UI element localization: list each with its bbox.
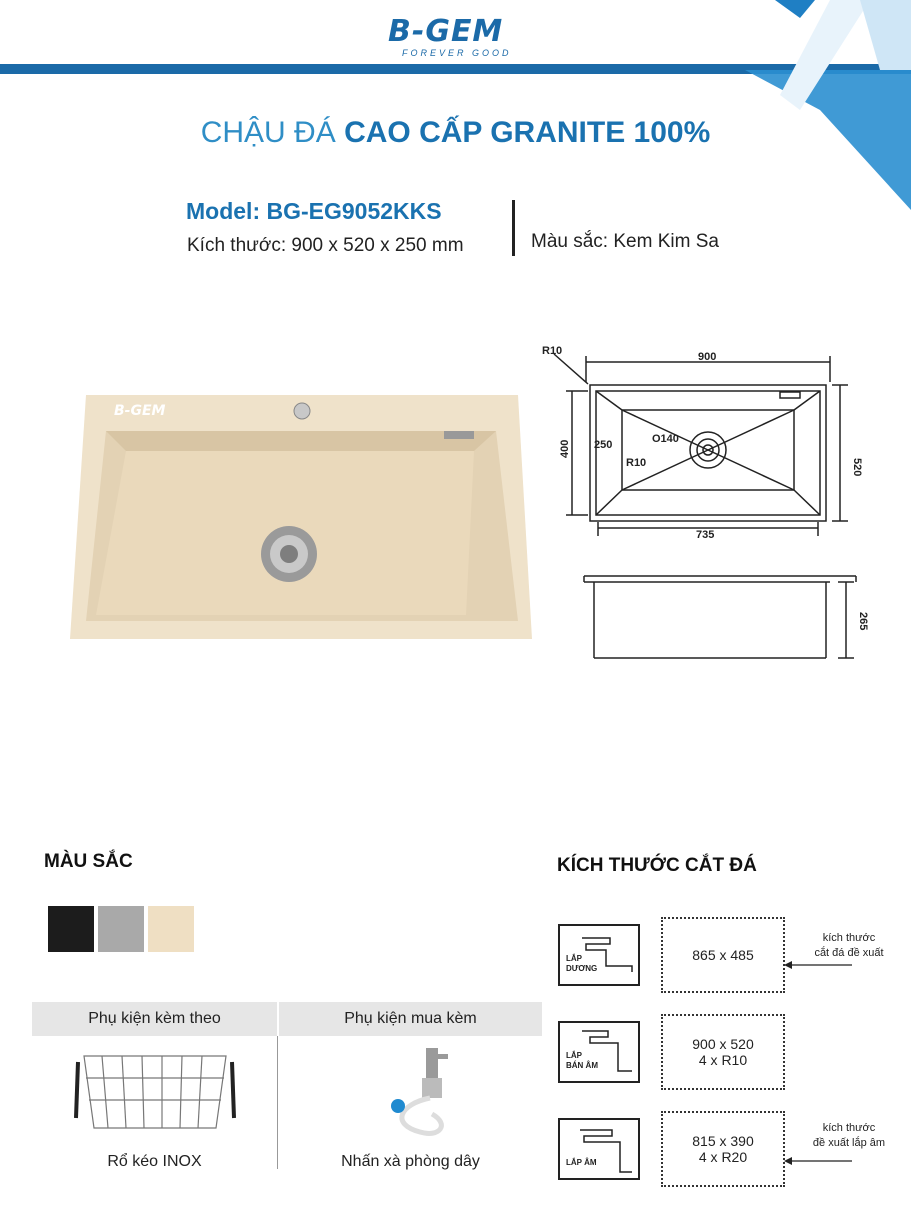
colors-heading: MÀU SẮC bbox=[44, 851, 133, 872]
vertical-separator bbox=[512, 200, 515, 256]
arrow-left-icon bbox=[784, 960, 854, 970]
basket-illustration bbox=[72, 1048, 238, 1140]
sink-photo bbox=[66, 393, 536, 643]
arrow-left-icon-2 bbox=[784, 1156, 854, 1166]
swatch-cream[interactable] bbox=[148, 906, 194, 952]
note-3-line-1: kích thước bbox=[822, 1122, 876, 1134]
label-400: 400 bbox=[559, 439, 571, 458]
cut-size-heading: KÍCH THƯỚC CẮT ĐÁ bbox=[557, 855, 757, 876]
cut-size-2: 900 x 520 bbox=[692, 1036, 754, 1052]
sink-back-wall bbox=[106, 431, 496, 451]
lap-duong-label-1: LẮP bbox=[566, 954, 582, 963]
lap-ban-am-label-2: BÁN ÂM bbox=[566, 1061, 598, 1070]
overflow-slot bbox=[444, 431, 474, 439]
lap-am-label: LẮP ÂM bbox=[566, 1158, 597, 1167]
cut-box-2 bbox=[661, 1014, 785, 1090]
side-view-drawing bbox=[580, 568, 911, 668]
tap-hole bbox=[294, 403, 310, 419]
label-o140: O140 bbox=[652, 433, 679, 445]
outer-rect bbox=[590, 385, 826, 521]
icon-lap-ban-am bbox=[558, 1021, 640, 1083]
note-recommended-cut bbox=[793, 931, 905, 961]
purchase-item-label: Nhấn xà phòng dây bbox=[341, 1153, 480, 1170]
label-265: 265 bbox=[857, 612, 869, 631]
included-accessories-heading: Phụ kiện kèm theo bbox=[32, 1002, 277, 1036]
icon-lap-duong bbox=[558, 924, 640, 986]
swatch-black[interactable] bbox=[48, 906, 94, 952]
brand-logo: B-GEM bbox=[388, 14, 504, 49]
note-3-line-2: đề xuất lắp âm bbox=[812, 1137, 886, 1149]
note-1-line-1: kích thước bbox=[822, 932, 876, 944]
label-250: 250 bbox=[594, 439, 613, 451]
purchase-accessories-heading: Phụ kiện mua kèm bbox=[279, 1002, 542, 1036]
note-recommended-undermount bbox=[793, 1121, 905, 1151]
label-900: 900 bbox=[698, 351, 717, 363]
soap-dispenser-illustration bbox=[380, 1044, 470, 1144]
title-bold: CAO CẤP GRANITE 100% bbox=[344, 116, 711, 149]
top-view-drawing bbox=[540, 340, 911, 550]
note-1-line-2: cắt đá đề xuất bbox=[814, 947, 884, 959]
color-label: Màu sắc: Kem Kim Sa bbox=[531, 231, 719, 252]
page-title bbox=[0, 116, 911, 150]
cut-size-1: 865 x 485 bbox=[692, 947, 754, 963]
cut-radius-2: 4 x R10 bbox=[698, 1052, 748, 1068]
label-735: 735 bbox=[696, 529, 715, 541]
title-light: CHẬU ĐÁ bbox=[200, 116, 336, 149]
label-r10-inner: R10 bbox=[626, 457, 647, 469]
cut-box-1 bbox=[661, 917, 785, 993]
corner-triangle-small bbox=[775, 0, 815, 18]
label-520: 520 bbox=[851, 458, 863, 477]
lap-ban-am-label-1: LẮP bbox=[566, 1051, 582, 1060]
brand-tagline: FOREVER GOOD bbox=[402, 48, 512, 58]
included-item-label: Rổ kéo INOX bbox=[107, 1153, 202, 1170]
lap-am-icon bbox=[560, 1120, 638, 1178]
lap-duong-label-2: DƯƠNG bbox=[566, 964, 598, 973]
drain-center bbox=[280, 545, 298, 563]
swatch-grey[interactable] bbox=[98, 906, 144, 952]
cut-box-3 bbox=[661, 1111, 785, 1187]
corner-shape-pale bbox=[860, 0, 911, 70]
label-r10-top: R10 bbox=[542, 345, 563, 357]
cut-radius-3: 4 x R20 bbox=[698, 1149, 748, 1165]
icon-lap-am bbox=[558, 1118, 640, 1180]
cut-size-3: 815 x 390 bbox=[692, 1133, 754, 1149]
accessories-divider bbox=[277, 1036, 278, 1169]
dimensions-label: Kích thước: 900 x 520 x 250 mm bbox=[187, 235, 464, 256]
sink-logo: B-GEM bbox=[114, 403, 166, 419]
model-label: Model: BG-EG9052KKS bbox=[186, 198, 442, 224]
